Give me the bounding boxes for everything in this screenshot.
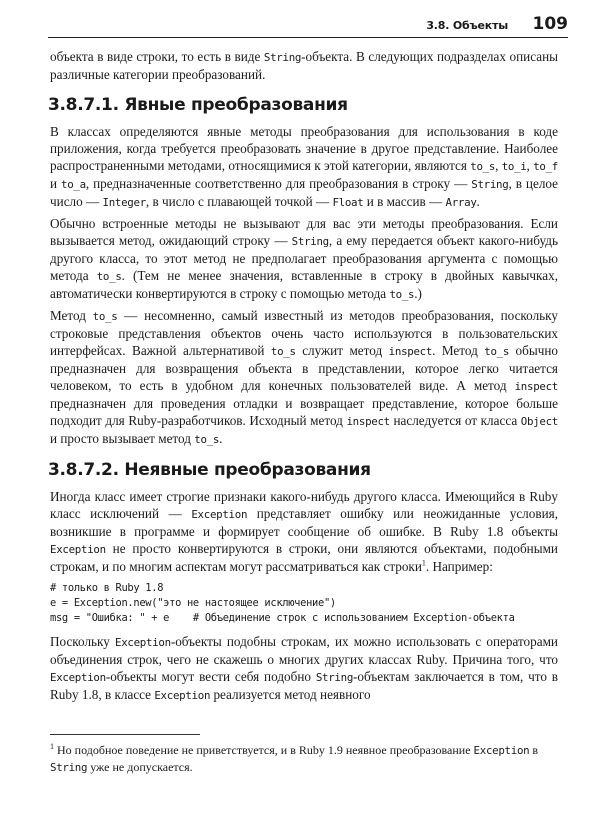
inline-code: Exception <box>50 671 106 684</box>
code-line: # только в Ruby 1.8 <box>50 582 164 594</box>
inline-code: Exception <box>50 543 106 556</box>
inline-code: inspect <box>388 345 433 358</box>
text-run: служит метод <box>295 343 389 358</box>
text-run: , в число с плавающей точкой — <box>145 194 333 209</box>
intro-paragraph <box>50 48 558 83</box>
inline-code: to_s <box>470 160 496 173</box>
text-run: . (Тем не менее значения, вставленные в строку в двойных кавычках, автоматически конвертируются в строку с помощью метода <box>50 268 558 301</box>
text-run: представляет ошибку или неожиданные условия, возникшие в программе и формирует сообщение об ошибке. В Ruby 1.8 объекты <box>50 506 559 539</box>
inline-code: to_f <box>533 160 558 173</box>
section-title: 3.8. Объекты <box>426 19 508 32</box>
text-run: Метод <box>50 308 93 323</box>
text-run: Иногда класс имеет строгие признаки какого-нибудь другого класса. Имеющийся в Ruby класс исключений — <box>50 489 558 521</box>
text-run: , а ему передается объект какого-нибудь другого класса, то этот метод не предполагает преобразования аргумента с помощью метода <box>50 233 558 283</box>
inline-code: String <box>315 671 354 684</box>
inline-code: Float <box>332 196 364 209</box>
inline-code: to_i <box>501 160 527 173</box>
heading-implicit-conversions: 3.8.7.2. Неявные преобразования <box>48 460 371 480</box>
text-run: . Метод <box>432 343 485 358</box>
page-body <box>50 48 558 704</box>
text-run: , <box>495 158 502 173</box>
text-run: -объекта. В следующих подразделах описаны различные категории преобразований. <box>50 49 558 82</box>
code-line: e = Exception.new("это не настоящее исключение") <box>50 597 336 609</box>
inline-code: to_s <box>270 345 296 358</box>
text-run: уже не допускается. <box>87 760 193 774</box>
page-number: 109 <box>532 14 568 34</box>
text-run: наследуется от класса <box>389 413 521 428</box>
inline-code: Array <box>445 196 477 209</box>
inline-code: to_s <box>92 310 118 323</box>
footnote-marker: 1 <box>50 742 54 751</box>
inline-code: to_s <box>389 288 415 301</box>
text-run: , в целое число — <box>50 176 559 209</box>
footnote-marker: 1 <box>421 558 426 568</box>
text-run: . <box>476 194 480 209</box>
code-example <box>50 581 558 626</box>
implicit-paragraph-2 <box>50 633 558 704</box>
explicit-paragraph-1 <box>50 123 558 211</box>
code-line: msg = "Ошибка: " + e # Объединение строк с использованием Exception-объекта <box>50 612 515 624</box>
text-run: .) <box>414 286 422 301</box>
text-run: не просто конвертируются в строки, они являются объектами, подобными строкам, и по многим аспектам могут рассматриваться как строки <box>50 541 558 574</box>
text-run: реализуется метод неявного <box>210 687 371 702</box>
heading-explicit-conversions: 3.8.7.1. Явные преобразования <box>48 95 348 115</box>
text-run: , <box>526 158 534 173</box>
running-header <box>48 14 568 38</box>
text-run: -объекты могут вести себя подобно <box>105 669 316 684</box>
inline-code: to_s <box>194 433 220 446</box>
text-run: и <box>50 176 62 191</box>
text-run: . Например: <box>425 559 493 574</box>
inline-code: String <box>471 178 509 191</box>
inline-code: String <box>50 761 88 774</box>
inline-code: String <box>263 51 302 64</box>
text-run: Но подобное поведение не приветствуется, и в Ruby 1.9 неявное преобразование <box>54 743 474 757</box>
inline-code: Exception <box>473 744 530 757</box>
inline-code: Exception <box>115 636 171 649</box>
text-run: объекта в виде строки, то есть в виде <box>50 49 264 64</box>
text-run: Обычно встроенные методы не вызывают для вас эти методы преобразования. Если вызывается метод, ожидающий строку — <box>50 216 558 248</box>
text-run: — несомненно, самый известный из методов преобразования, поскольку строковые представления объектов очень часто используются в пользовательских интерфейсах. Важной альтернативой <box>50 308 558 358</box>
inline-code: String <box>291 235 329 248</box>
text-run: В классах определяются явные методы преобразования для использования в коде приложения, когда требуется преобразовать значение в другое представление. Наиболее распространенными методами, относящимися к этой категории, являются <box>50 124 558 173</box>
text-run: -объектам заключается в том, что в Ruby 1.8, в классе <box>50 669 558 702</box>
text-run: в <box>529 743 539 757</box>
inline-code: to_s <box>96 270 122 283</box>
inline-code: Exception <box>191 508 248 521</box>
text-run: предназначен для проведения отладки и возвращает представление, которое больше подходит для Ruby-разработчиков. Исходный метод <box>50 396 558 428</box>
text-run: Поскольку <box>50 634 115 649</box>
inline-code: to_a <box>61 178 86 191</box>
text-run: и в массив — <box>363 194 446 209</box>
text-run: обычно предназначен для возвращения объекта в представлении, которое легко читается человеком, то есть в удобном для конечных пользователей виде. А метод <box>50 343 559 393</box>
inline-code: Object <box>520 415 558 428</box>
inline-code: inspect <box>346 415 390 428</box>
text-run: -объекты подобны строкам, их можно использовать с операторами объединения строк, чего не скажешь о многих других классах Ruby. Причина того, что <box>50 634 558 667</box>
text-run: , предназначенные соответственно для преобразования в строку — <box>85 176 472 191</box>
inline-code: Exception <box>154 689 211 702</box>
inline-code: to_s <box>484 345 510 358</box>
explicit-paragraph-2 <box>50 215 558 303</box>
text-run: и просто вызывает метод <box>50 431 195 446</box>
implicit-paragraph-1 <box>50 488 558 575</box>
explicit-paragraph-3 <box>50 307 558 448</box>
inline-code: Integer <box>102 196 146 209</box>
footnote-divider <box>50 734 200 735</box>
text-run: . <box>219 431 223 446</box>
footnote <box>50 742 560 776</box>
inline-code: inspect <box>514 380 558 393</box>
